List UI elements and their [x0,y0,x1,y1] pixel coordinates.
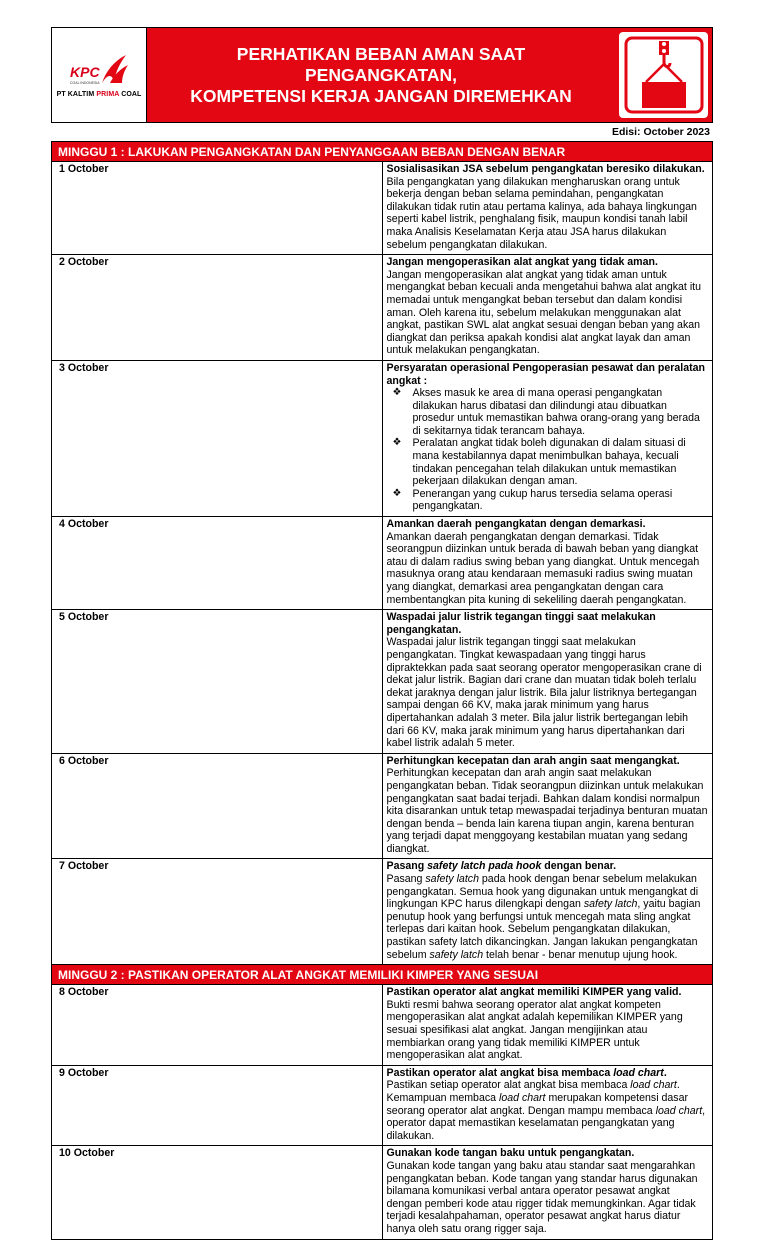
day-content [382,985,713,1066]
table-row [52,360,713,516]
day-date: 7 October [52,859,383,965]
table-row [52,162,713,255]
day-body: Waspadai jalur listrik tegangan tinggi saat melakukan pengangkatan. Tingkat kewaspadaan yang tinggi harus dipraktekkan pada saat seorang operator mengoperasikan crane di dekat jalur listrik. Bagian dari crane dan muatan tidak boleh terlalu dekat jaraknya dengan jalur listrik. Bila jalur listriknya bertegangan sampai dengan 66 KV, maka jarak minimum yang harus dipertahankan adalah 3 meter. Bila jalur listrik bertegangan lebih dari 66 KV, maka jarak minimum yang harus dipertahankan dari kabel listrik adalah 5 meter. [386,636,702,750]
table-row [52,1065,713,1146]
day-body: Bila pengangkatan yang dilakukan mengharuskan orang untuk bekerja dengan beban selama pemindahan, pengangkatan dilakukan tidak rutin atau pertama kalinya, ada bahaya lingkungan seperti kabel listrik, penghalang fisik, maupun kondisi tanah labil maka Analisis Keselamatan Kerja atau JSA harus dilakukan sebelum pengangkatan dilakukan. [386,175,697,251]
day-date: 10 October [52,1146,383,1239]
diamond-bullet-icon: ❖ [392,437,402,449]
day-heading: Pasang safety latch pada hook dengan benar. [386,860,617,873]
day-heading: Waspadai jalur listrik tegangan tinggi saat melakukan pengangkatan. [386,611,656,636]
crane-hook-load-icon [624,36,704,114]
kpc-logo-icon [66,53,132,87]
day-date: 1 October [52,162,383,255]
day-date: 2 October [52,255,383,361]
diamond-bullet-icon: ❖ [392,487,402,499]
day-date: 4 October [52,517,383,610]
day-content [382,1146,713,1239]
table-row [52,985,713,1066]
day-heading: Pastikan operator alat angkat bisa membaca load chart. [386,1066,667,1079]
day-date: 3 October [52,360,383,516]
week-header: MINGGU 1 : LAKUKAN PENGANGKATAN DAN PENYANGGAAN BEBAN DENGAN BENAR [52,142,713,162]
day-date: 9 October [52,1065,383,1146]
day-content [382,517,713,610]
day-body: Perhitungkan kecepatan dan arah angin saat melakukan pengangkatan beban. Tidak seorangpun diizinkan untuk melakukan pengangkatan saat badai terjadi. Bahkan dalam kondisi normalpun kita disarankan untuk tetap mewaspadai terjadinya benturan muatan dengan benda – benda lain karena tiupan angin, karena benturan yang terjadi dapat menggoyang kestabilan muatan yang sedang diangkat. [386,767,708,855]
page-title [147,28,615,122]
title-line-3: KOMPETENSI KERJA JANGAN DIREMEHKAN [190,85,572,106]
header [51,27,713,123]
day-content [382,610,713,754]
table-row [52,753,713,859]
day-body: Pasang safety latch pada hook dengan benar sebelum melakukan pengangkatan. Semua hook yang digunakan untuk mengangkat di lingkungan KPC harus dilengkapi dengan safety latch, yaitu bagian penutup hook yang berfungsi untuk mencegah mata sling angkat terlepas dari kaitan hook. Sebelum pengangkatan dilakukan, pastikan safety latch dikancingkan. Jangan lakukan pengangkatan sebelum safety latch telah benar - benar menutup ujung hook. [386,873,701,961]
logo-tagline: COAL INDONESIA [70,80,100,85]
document-frame [51,27,713,1240]
schedule-table [51,141,713,1240]
table-row [52,1146,713,1239]
day-body: Pastikan setiap operator alat angkat bisa membaca load chart. Kemampuan membaca load chart merupakan kompetensi dasar seorang operator alat angkat. Dengan mampu membaca load chart, operator dapat memastikan keselamatan pengangkatan yang dilakukan. [386,1079,706,1142]
day-content [382,1065,713,1146]
day-content [382,753,713,859]
title-line-2: PENGANGKATAN, [305,64,457,85]
day-content [382,255,713,361]
diamond-bullet-icon: ❖ [392,387,402,399]
edition-label: Edisi: October 2023 [611,126,710,138]
day-heading: Sosialisasikan JSA sebelum pengangkatan beresiko dilakukan. [386,163,705,175]
list-item: ❖ Peralatan angkat tidak boleh digunakan di dalam situasi di mana kestabilannya dapat menimbulkan bahaya, kecuali tindakan pencegahan telah dilakukan untuk memastikan pekerjaan dilakukan dengan aman. [392,437,686,488]
table-row [52,859,713,965]
company-name: PT KALTIM PRIMA COAL [56,90,142,98]
hazard-icon-cell [615,28,712,122]
day-body: Gunakan kode tangan yang baku atau standar saat mengarahkan pengangkatan beban. Kode tangan yang standar harus digunakan bilamana komunikasi verbal antara operator pesawat angkat dengan pemberi kode atau rigger tidak memungkinkan. Agar tidak terjadi kesalahpahaman, operator pesawat angkat harus diatur hanya oleh satu orang rigger saja. [386,1159,698,1235]
day-heading: Perhitungkan kecepatan dan arah angin saat mengangkat. [386,754,680,767]
list-item: ❖ Penerangan yang cukup harus tersedia selama operasi pengangkatan. [392,487,673,513]
list-item: ❖ Akses masuk ke area di mana operasi pengangkatan dilakukan harus dibatasi dan dilindungi atau dibuatkan prosedur untuk memastikan bahwa orang-orang yang berada di sekitarnya tidak terancam bahaya. [392,387,700,437]
day-heading: Persyaratan operasional Pengoperasian pesawat dan peralatan angkat : [386,361,706,387]
day-body: Bukti resmi bahwa seorang operator alat angkat kompeten mengoperasikan alat angkat adalah kepemilikan KIMPER yang sesuai spesifikasi alat angkat. Jangan mengijinkan atau membiarkan orang yang tidak memiliki KIMPER untuk mengoperasikan alat angkat. [386,998,683,1062]
day-date: 6 October [52,753,383,859]
day-heading: Jangan mengoperasikan alat angkat yang tidak aman. [386,256,658,269]
table-row [52,610,713,754]
day-body: Jangan mengoperasikan alat angkat yang tidak aman untuk mengangkat beban kecuali anda mengetahui bahwa alat angkat itu memadai untuk mengangkat beban tersebut dan dalam kondisi aman. Oleh karena itu, sebelum melakukan menggunakan alat angkat, pastikan SWL alat angkat sesuai dengan beban yang akan diangkat dan periksa apakah kondisi alat angkat layak dan aman untuk melakukan pengangkatan. [386,268,702,357]
day-content [382,859,713,965]
day-date: 8 October [52,985,383,1066]
company-logo [52,28,147,122]
title-line-1: PERHATIKAN BEBAN AMAN SAAT [236,43,526,64]
logo-text: KPC [70,63,100,80]
day-heading: Gunakan kode tangan baku untuk pengangkatan. [386,1147,635,1160]
day-content [382,162,713,255]
day-heading: Amankan daerah pengangkatan dengan demarkasi. [386,518,646,531]
requirement-list [387,387,709,513]
day-content [382,360,713,516]
table-row [52,517,713,610]
day-body: Amankan daerah pengangkatan dengan demarkasi. Tidak seorangpun diizinkan untuk berada di bawah beban yang diangkat atau di dalam radius swing beban yang diangkat. Untuk mencegah masuknya orang atau kendaraan memasuki radius swing muatan yang diangkat, demarkasi area pengangkatan dengan cara membentangkan pita kuning di sekeliling daerah pengangkatan. [386,530,700,606]
table-row [52,255,713,361]
week-header: MINGGU 2 : PASTIKAN OPERATOR ALAT ANGKAT MEMILIKI KIMPER YANG SESUAI [52,965,713,985]
day-heading: Pastikan operator alat angkat memiliki KIMPER yang valid. [386,986,682,999]
day-date: 5 October [52,610,383,754]
